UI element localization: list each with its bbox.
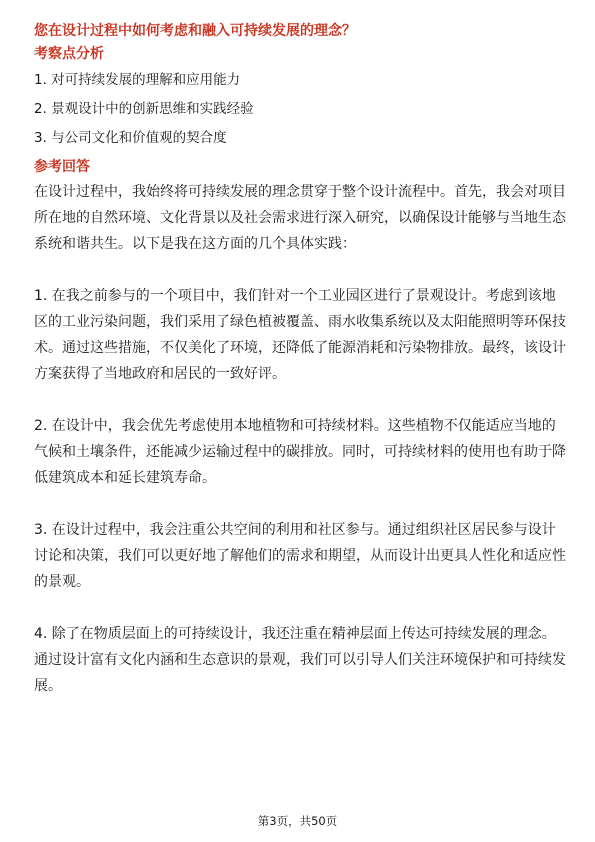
page-number: 第3页，共50页 (257, 814, 338, 828)
analysis-point: 2. 景观设计中的创新思维和实践经验 (34, 101, 254, 117)
answer-paragraph: 3. 在设计过程中，我会注重公共空间的利用和社区参与。通过组织社区居民参与设计讨论和决策，我们可以更好地了解他们的需求和期望，从而设计出更具人性化和适应性的景观。 (34, 522, 566, 590)
answer-paragraph: 4. 除了在物质层面上的可持续设计，我还注重在精神层面上传达可持续发展的理念。通过设计富有文化内涵和生态意识的景观，我们可以引导人们关注环境保护和可持续发展。 (34, 626, 566, 694)
answer-paragraph: 2. 在设计中，我会优先考虑使用本地植物和可持续材料。这些植物不仅能适应当地的气候和土壤条件，还能减少运输过程中的碳排放。同时，可持续材料的使用也有助于降低建筑成本和延长建筑寿命。 (34, 418, 566, 486)
answer-title: 参考回答 (34, 159, 90, 175)
analysis-title: 考察点分析 (34, 46, 104, 62)
answer-paragraph: 1. 在我之前参与的一个项目中，我们针对一个工业园区进行了景观设计。考虑到该地区的工业污染问题，我们采用了绿色植被覆盖、雨水收集系统以及太阳能照明等环保技术。通过这些措施，不仅美化了环境，还降低了能源消耗和污染物排放。最终，该设计方案获得了当地政府和居民的一致好评。 (34, 288, 566, 382)
document-page (34, 20, 568, 725)
answer-paragraph: 在设计过程中，我始终将可持续发展的理念贯穿于整个设计流程中。首先，我会对项目所在地的自然环境、文化背景以及社会需求进行深入研究，以确保设计能够与当地生态系统和谐共生。以下是我在这方面的几个具体实践： (34, 184, 566, 252)
question-heading: 您在设计过程中如何考虑和融入可持续发展的理念？ (34, 23, 356, 39)
analysis-list (34, 69, 568, 149)
analysis-point: 3. 与公司文化和价值观的契合度 (34, 130, 227, 146)
analysis-point: 1. 对可持续发展的理解和应用能力 (34, 72, 241, 88)
answer-body (34, 179, 568, 699)
